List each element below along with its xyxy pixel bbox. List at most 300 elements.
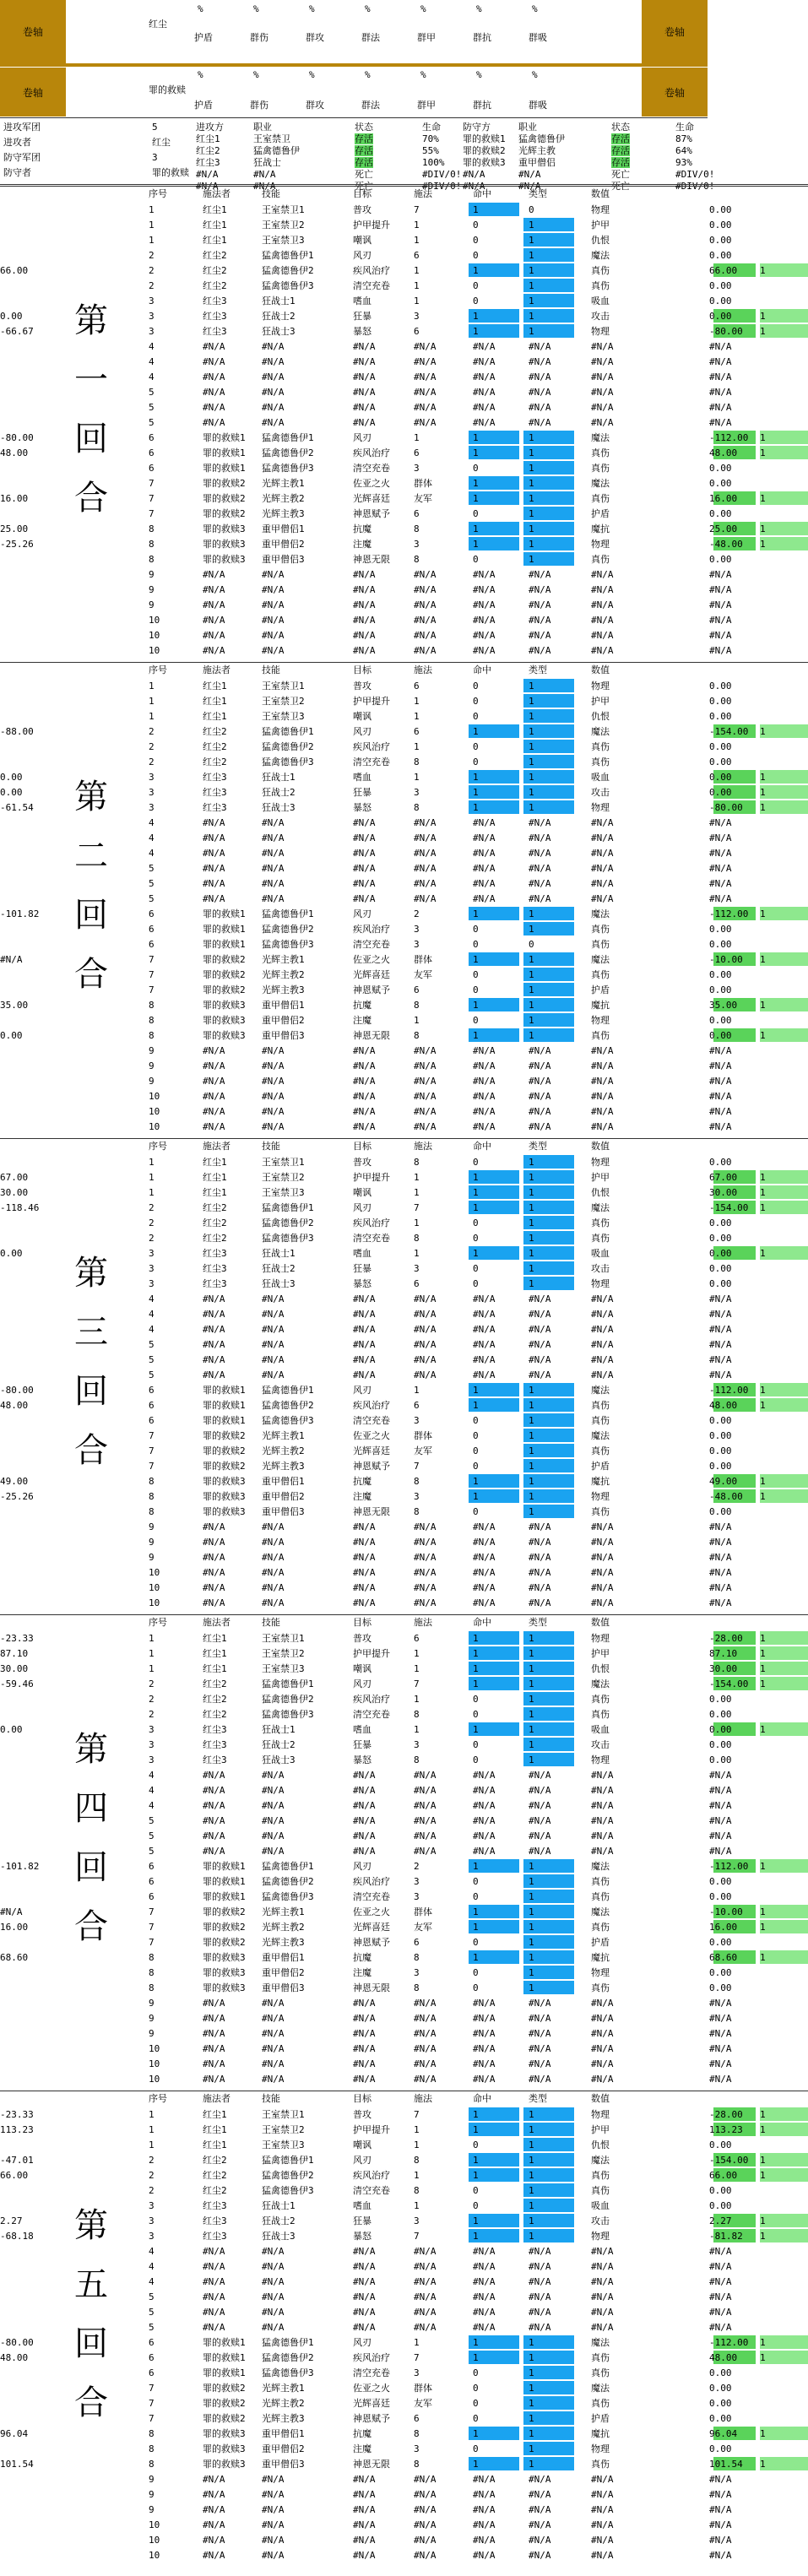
round-cell: #N/A <box>709 356 732 367</box>
round-cell: 66.00 <box>709 2170 738 2181</box>
round-cell: 真伤 <box>591 2170 610 2181</box>
round-cell: #N/A <box>473 1106 496 1117</box>
round-cell: 魔法 <box>591 250 610 261</box>
round-cell: #N/A <box>353 1293 376 1304</box>
round-cell: 红尘1 <box>203 2139 227 2150</box>
round-cell: 1 <box>473 2337 479 2348</box>
round-cell: 猛禽德鲁伊1 <box>262 2155 314 2166</box>
round-col-header: 序号 <box>149 664 167 675</box>
round-cell: #N/A <box>473 2291 496 2302</box>
round-cell: #N/A <box>473 893 496 904</box>
round-cell: 真伤 <box>591 1709 610 1720</box>
round-cell: 光辉主教1 <box>262 954 305 965</box>
round-cell: 0 <box>473 757 479 767</box>
round-cell: #N/A <box>529 2276 551 2287</box>
round-cell: #N/A <box>353 2550 376 2561</box>
def-cell: #N/A <box>463 169 485 180</box>
round-cell: #N/A <box>414 1998 437 2009</box>
round-cell: 0 <box>473 1937 479 1948</box>
percent-top[interactable]: % <box>532 3 538 14</box>
round-cell: 罪的救赎2 <box>203 508 246 519</box>
round-cell: 0 <box>473 508 479 519</box>
round-cell: 狂暴 <box>353 2215 371 2226</box>
result-value-fill <box>760 2427 808 2440</box>
round-cell: 罪的救赎1 <box>203 2337 246 2348</box>
round-cell: 10 <box>149 2074 160 2085</box>
round-cell: 1 <box>529 1263 534 1274</box>
round-cell: #N/A <box>353 387 376 398</box>
round-cell: 猛禽德鲁伊3 <box>262 1891 314 1902</box>
round-cell: 猛禽德鲁伊2 <box>262 1876 314 1887</box>
round-cell: 1 <box>529 696 534 707</box>
round-cell: 0 <box>473 969 479 980</box>
att-cell: #DIV/0! <box>422 169 462 180</box>
round-title-char: 合 <box>74 1907 108 1946</box>
round-cell: #N/A <box>414 569 437 580</box>
round-cell: #N/A <box>529 2291 551 2302</box>
round-cell: 8 <box>149 1491 155 1502</box>
round-cell: 1 <box>529 2124 534 2135</box>
round-cell: #N/A <box>529 599 551 610</box>
round-cell: 0 <box>529 204 534 215</box>
round-cell: #N/A <box>591 2474 614 2485</box>
round-cell: 友军 <box>414 2398 432 2409</box>
round-cell: 攻击 <box>591 1263 610 1274</box>
round-cell: 0.00 <box>709 939 732 950</box>
round-cell: 0.00 <box>709 1709 732 1720</box>
percent-top[interactable]: % <box>309 3 315 14</box>
round-cell: #N/A <box>353 1770 376 1781</box>
att-cell: 70% <box>422 133 439 144</box>
round-cell: 3 <box>414 1263 420 1274</box>
round-cell: #N/A <box>591 832 614 843</box>
round-cell: #N/A <box>353 848 376 859</box>
round-cell: 101.54 <box>709 2459 743 2470</box>
round-cell: 清空充卷 <box>353 939 390 950</box>
round-cell: 魔法 <box>591 2337 610 2348</box>
round-title-char: 合 <box>74 955 108 994</box>
round-col-header: 技能 <box>262 1617 280 1628</box>
round-cell: 罪的救赎2 <box>203 1922 246 1933</box>
round-cell: #N/A <box>203 2504 225 2515</box>
round-cell: #N/A <box>529 1369 551 1380</box>
round-cell: 罪的救赎2 <box>203 2413 246 2424</box>
round-cell: 9 <box>149 1060 155 1071</box>
round-cell: 疾风治疗 <box>353 1400 390 1411</box>
round-cell: 物理 <box>591 2231 610 2242</box>
round-cell: 罪的救赎2 <box>203 2398 246 2409</box>
round-cell: #N/A <box>414 402 437 413</box>
round-cell: #N/A <box>591 1830 614 1841</box>
round-cell: #N/A <box>709 387 732 398</box>
round-cell: #N/A <box>709 1091 732 1102</box>
round-col-header: 施法者 <box>203 1141 230 1152</box>
summary-value: 红尘 <box>152 137 171 148</box>
round-cell: #N/A <box>473 2519 496 2530</box>
round-cell: #N/A <box>473 1830 496 1841</box>
round-cell: 2 <box>149 2185 155 2196</box>
round-cell: 1 <box>529 311 534 322</box>
round-cell: #N/A <box>591 387 614 398</box>
round-cell: 5 <box>149 1339 155 1350</box>
round-cell: 1 <box>529 1172 534 1183</box>
round-cell: 1 <box>529 2383 534 2394</box>
round-cell: 67.00 <box>709 1172 738 1183</box>
percent-top[interactable]: % <box>420 3 426 14</box>
def-header: 职业 <box>518 122 537 133</box>
round-cell: 王室禁卫1 <box>262 681 305 691</box>
round-cell: 1 <box>473 2459 479 2470</box>
round-cell: 30.00 <box>0 1187 29 1198</box>
round-cell: 10 <box>149 630 160 641</box>
round-cell: 8 <box>149 1967 155 1978</box>
round-cell: 6 <box>149 1400 155 1411</box>
result-value-fill <box>760 1170 808 1184</box>
round-title-char: 五 <box>74 2265 108 2304</box>
round-cell: 66.00 <box>0 2170 29 2181</box>
round-cell: 1 <box>529 478 534 489</box>
round-cell: 1 <box>529 1415 534 1426</box>
round-cell: 嘲讽 <box>353 2139 371 2150</box>
round-cell: #N/A <box>529 893 551 904</box>
round-cell: #N/A <box>529 1567 551 1578</box>
round-cell: 1 <box>529 1217 534 1228</box>
round-cell: #N/A <box>414 2550 437 2561</box>
round-cell: 罪的救赎2 <box>203 1461 246 1472</box>
round-cell: 1 <box>529 1248 534 1259</box>
round-cell: #N/A <box>529 2504 551 2515</box>
round-cell: 2 <box>149 1694 155 1705</box>
round-title-char: 回 <box>74 2324 108 2363</box>
round-cell: #N/A <box>591 2504 614 2515</box>
round-cell: 1 <box>760 432 766 443</box>
round-cell: 6 <box>414 726 420 737</box>
round-cell: #N/A <box>473 1121 496 1132</box>
round-cell: 1 <box>414 280 420 291</box>
round-title-char: 第 <box>74 778 108 816</box>
round-cell: 48.00 <box>0 1400 29 1411</box>
round-cell: #N/A <box>353 1597 376 1608</box>
round-cell: 1 <box>149 696 155 707</box>
round-cell: 王室禁卫3 <box>262 1187 305 1198</box>
round-cell: 罪的救赎1 <box>203 1891 246 1902</box>
round-cell: #N/A <box>591 863 614 874</box>
round-cell: #N/A <box>203 1815 225 1826</box>
round-cell: #N/A <box>591 1309 614 1320</box>
round-cell: 神恩赋予 <box>353 1937 390 1948</box>
round-cell: -154.00 <box>709 726 749 737</box>
round-cell: 5 <box>149 402 155 413</box>
round-cell: 疾风治疗 <box>353 1694 390 1705</box>
round-col-header: 目标 <box>353 1141 371 1152</box>
round-cell: 1 <box>760 447 766 458</box>
round-cell: 王室禁卫3 <box>262 711 305 722</box>
round-cell: 佐亚之火 <box>353 2383 390 2394</box>
round-cell: #N/A <box>473 1785 496 1796</box>
round-cell: #N/A <box>473 1815 496 1826</box>
round-cell: 1 <box>473 2352 479 2363</box>
round-cell: 神恩无限 <box>353 2459 390 2470</box>
round-cell: 1 <box>760 908 766 919</box>
percent-bottom[interactable]: % <box>532 69 538 80</box>
attacker-scroll: 群攻 <box>306 32 324 43</box>
round-cell: #N/A <box>529 817 551 828</box>
round-cell: #N/A <box>262 1830 285 1841</box>
round-col-header: 技能 <box>262 664 280 675</box>
round-cell: 红尘2 <box>203 2170 227 2181</box>
round-cell: #N/A <box>709 863 732 874</box>
round-cell: 9 <box>149 1045 155 1056</box>
round-cell: 4 <box>149 1309 155 1320</box>
round-cell: #N/A <box>203 1339 225 1350</box>
round-cell: -112.00 <box>709 908 749 919</box>
round-cell: #N/A <box>203 2246 225 2257</box>
round-title-char: 回 <box>74 896 108 935</box>
round-cell: #N/A <box>529 2474 551 2485</box>
round-cell: #N/A <box>353 863 376 874</box>
round-cell: 5 <box>149 863 155 874</box>
round-cell: 87.10 <box>709 1648 738 1659</box>
round-cell: #N/A <box>414 2474 437 2485</box>
round-cell: -81.82 <box>709 2231 743 2242</box>
round-cell: 1 <box>473 1187 479 1198</box>
round-cell: 罪的救赎3 <box>203 1967 246 1978</box>
round-cell: 1 <box>529 1891 534 1902</box>
round-cell: 0.00 <box>709 1506 732 1517</box>
round-title-char: 合 <box>74 2383 108 2422</box>
round-cell: 护甲 <box>591 220 610 230</box>
round-cell: #N/A <box>473 584 496 595</box>
round-cell: 物理 <box>591 1633 610 1644</box>
round-cell: #N/A <box>262 1846 285 1857</box>
round-cell: 1 <box>760 311 766 322</box>
round-cell: #N/A <box>262 615 285 626</box>
round-cell: 红尘2 <box>203 726 227 737</box>
round-cell: #N/A <box>591 1076 614 1087</box>
result-value-fill <box>760 263 808 277</box>
percent-top[interactable]: % <box>253 3 259 14</box>
round-cell: #N/A <box>709 1293 732 1304</box>
percent-bottom[interactable]: % <box>420 69 426 80</box>
round-cell: 注魔 <box>353 1491 371 1502</box>
round-cell: 狂暴 <box>353 311 371 322</box>
round-cell: 0.00 <box>709 1724 732 1735</box>
round-cell: 真伤 <box>591 1506 610 1517</box>
round-cell: #N/A <box>473 1045 496 1056</box>
round-cell: 7 <box>414 1461 420 1472</box>
round-cell: 罪的救赎1 <box>203 939 246 950</box>
round-cell: 0 <box>473 741 479 752</box>
round-cell: 1 <box>414 432 420 443</box>
round-cell: 66.00 <box>0 265 29 276</box>
round-cell: #N/A <box>262 1521 285 1532</box>
round-cell: 0.00 <box>709 235 732 246</box>
round-cell: 1 <box>760 1648 766 1659</box>
round-cell: #N/A <box>353 2291 376 2302</box>
round-cell: #N/A <box>591 1537 614 1548</box>
round-col-header: 技能 <box>262 1141 280 1152</box>
round-cell: 罪的救赎2 <box>203 493 246 504</box>
round-cell: #N/A <box>529 2307 551 2318</box>
round-cell: #N/A <box>529 387 551 398</box>
percent-bottom[interactable]: % <box>476 69 482 80</box>
round-cell: 1 <box>414 741 420 752</box>
percent-bottom[interactable]: % <box>253 69 259 80</box>
percent-top[interactable]: % <box>198 3 203 14</box>
round-cell: #N/A <box>414 1552 437 1563</box>
round-cell: 红尘1 <box>203 220 227 230</box>
round-cell: 1 <box>473 1476 479 1487</box>
percent-bottom[interactable]: % <box>198 69 203 80</box>
round-cell: 注魔 <box>353 1015 371 1026</box>
round-col-header: 施法 <box>414 188 432 199</box>
round-cell: #N/A <box>353 645 376 656</box>
round-col-header: 施法 <box>414 2093 432 2104</box>
round-cell: #N/A <box>709 584 732 595</box>
round-cell: #N/A <box>591 1354 614 1365</box>
result-value-fill <box>760 2123 808 2136</box>
round-cell: #N/A <box>262 1106 285 1117</box>
round-cell: 魔法 <box>591 432 610 443</box>
round-cell: 猛禽德鲁伊1 <box>262 1861 314 1872</box>
round-cell: 猛禽德鲁伊2 <box>262 1400 314 1411</box>
round-cell: 10 <box>149 2043 160 2054</box>
round-col-header: 类型 <box>529 1141 547 1152</box>
round-cell: #N/A <box>262 417 285 428</box>
round-title-char: 第 <box>74 1730 108 1769</box>
round-cell: 重甲僧侣2 <box>262 1015 305 1026</box>
round-cell: 0 <box>473 1694 479 1705</box>
round-cell: 罪的救赎2 <box>203 969 246 980</box>
round-cell: #N/A <box>353 1060 376 1071</box>
percent-bottom[interactable]: % <box>309 69 315 80</box>
summary-value: 罪的救赎 <box>152 167 189 178</box>
summary-label: 进攻者 <box>3 137 31 148</box>
round-cell: 1 <box>529 1506 534 1517</box>
round-cell: #N/A <box>473 1597 496 1608</box>
round-cell: 罪的救赎3 <box>203 554 246 565</box>
round-cell: 0.00 <box>709 1430 732 1441</box>
round-cell: 1 <box>149 1172 155 1183</box>
round-cell: 6 <box>149 447 155 458</box>
round-cell: 1 <box>760 265 766 276</box>
round-cell: #N/A <box>262 878 285 889</box>
att-cell: 红尘1 <box>196 133 220 144</box>
round-cell: 0 <box>473 696 479 707</box>
round-cell: 6 <box>414 2413 420 2424</box>
round-cell: 护甲 <box>591 2124 610 2135</box>
round-cell: 光辉主教3 <box>262 1461 305 1472</box>
round-cell: #N/A <box>203 1537 225 1548</box>
round-cell: 8 <box>414 1982 420 1993</box>
round-cell: -59.46 <box>0 1678 34 1689</box>
round-cell: 1 <box>473 265 479 276</box>
round-cell: 红尘3 <box>203 2215 227 2226</box>
round-cell: 暴怒 <box>353 1278 371 1289</box>
percent-bottom[interactable]: % <box>365 69 371 80</box>
round-cell: 1 <box>414 2170 420 2181</box>
round-cell: 重甲僧侣3 <box>262 1506 305 1517</box>
round-cell: 0 <box>473 235 479 246</box>
round-cell: 2 <box>149 741 155 752</box>
round-cell: #N/A <box>709 893 732 904</box>
round-cell: 0 <box>529 939 534 950</box>
round-cell: 1 <box>473 2170 479 2181</box>
round-cell: 7 <box>149 954 155 965</box>
round-cell: 魔抗 <box>591 1476 610 1487</box>
round-cell: 7 <box>414 2352 420 2363</box>
defender-scroll: 群攻 <box>306 100 324 111</box>
round-cell: 9 <box>149 1552 155 1563</box>
percent-top[interactable]: % <box>476 3 482 14</box>
round-cell: #N/A <box>262 2307 285 2318</box>
round-cell: #N/A <box>353 1567 376 1578</box>
round-cell: 1 <box>414 220 420 230</box>
round-cell: 红尘1 <box>203 2109 227 2120</box>
round-cell: 0.00 <box>709 1015 732 1026</box>
round-cell: #N/A <box>353 599 376 610</box>
round-cell: #N/A <box>529 1324 551 1335</box>
round-cell: 真伤 <box>591 1694 610 1705</box>
round-cell: 3 <box>414 2367 420 2378</box>
round-col-header: 施法 <box>414 1617 432 1628</box>
result-value-fill <box>760 1185 808 1199</box>
percent-top[interactable]: % <box>365 3 371 14</box>
round-cell: 1 <box>529 1724 534 1735</box>
round-cell: 佐亚之火 <box>353 478 390 489</box>
round-cell: 1 <box>529 554 534 565</box>
round-cell: 1 <box>473 432 479 443</box>
round-cell: 1 <box>414 772 420 783</box>
round-title-char: 回 <box>74 1372 108 1411</box>
round-cell: #N/A <box>709 2535 732 2546</box>
round-cell: #N/A <box>262 2276 285 2287</box>
round-cell: #N/A <box>591 630 614 641</box>
round-cell: 2 <box>414 1861 420 1872</box>
round-cell: 16.00 <box>709 1922 738 1933</box>
round-cell: 光辉主教2 <box>262 1445 305 1456</box>
round-cell: #N/A <box>262 1060 285 1071</box>
round-cell: 罪的救赎2 <box>203 478 246 489</box>
result-value-fill <box>760 2153 808 2167</box>
round-cell: 1 <box>529 969 534 980</box>
round-cell: #N/A <box>262 584 285 595</box>
round-cell: 罪的救赎2 <box>203 1445 246 1456</box>
round-cell: 1 <box>473 1724 479 1735</box>
round-cell: 抗魔 <box>353 1952 371 1963</box>
round-cell: 1 <box>473 1922 479 1933</box>
round-cell: #N/A <box>414 371 437 382</box>
round-cell: 0 <box>473 220 479 230</box>
round-cell: #N/A <box>591 2013 614 2024</box>
round-cell: 9 <box>149 1076 155 1087</box>
round-cell: 1 <box>529 1461 534 1472</box>
round-cell: 猛禽德鲁伊1 <box>262 1202 314 1213</box>
att-header: 生命 <box>422 122 441 133</box>
round-cell: 8 <box>149 523 155 534</box>
round-cell: #N/A <box>414 1091 437 1102</box>
round-cell: #N/A <box>709 1800 732 1811</box>
round-cell: 猛禽德鲁伊1 <box>262 2337 314 2348</box>
round-cell: 0.00 <box>709 1157 732 1168</box>
round-cell: 风刃 <box>353 432 371 443</box>
round-cell: 吸血 <box>591 1724 610 1735</box>
round-cell: 4 <box>149 1324 155 1335</box>
round-cell: #N/A <box>473 2276 496 2287</box>
round-cell: 0 <box>473 2185 479 2196</box>
scroll-label-left-2: 卷轴 <box>0 68 66 117</box>
round-cell: #N/A <box>414 1567 437 1578</box>
